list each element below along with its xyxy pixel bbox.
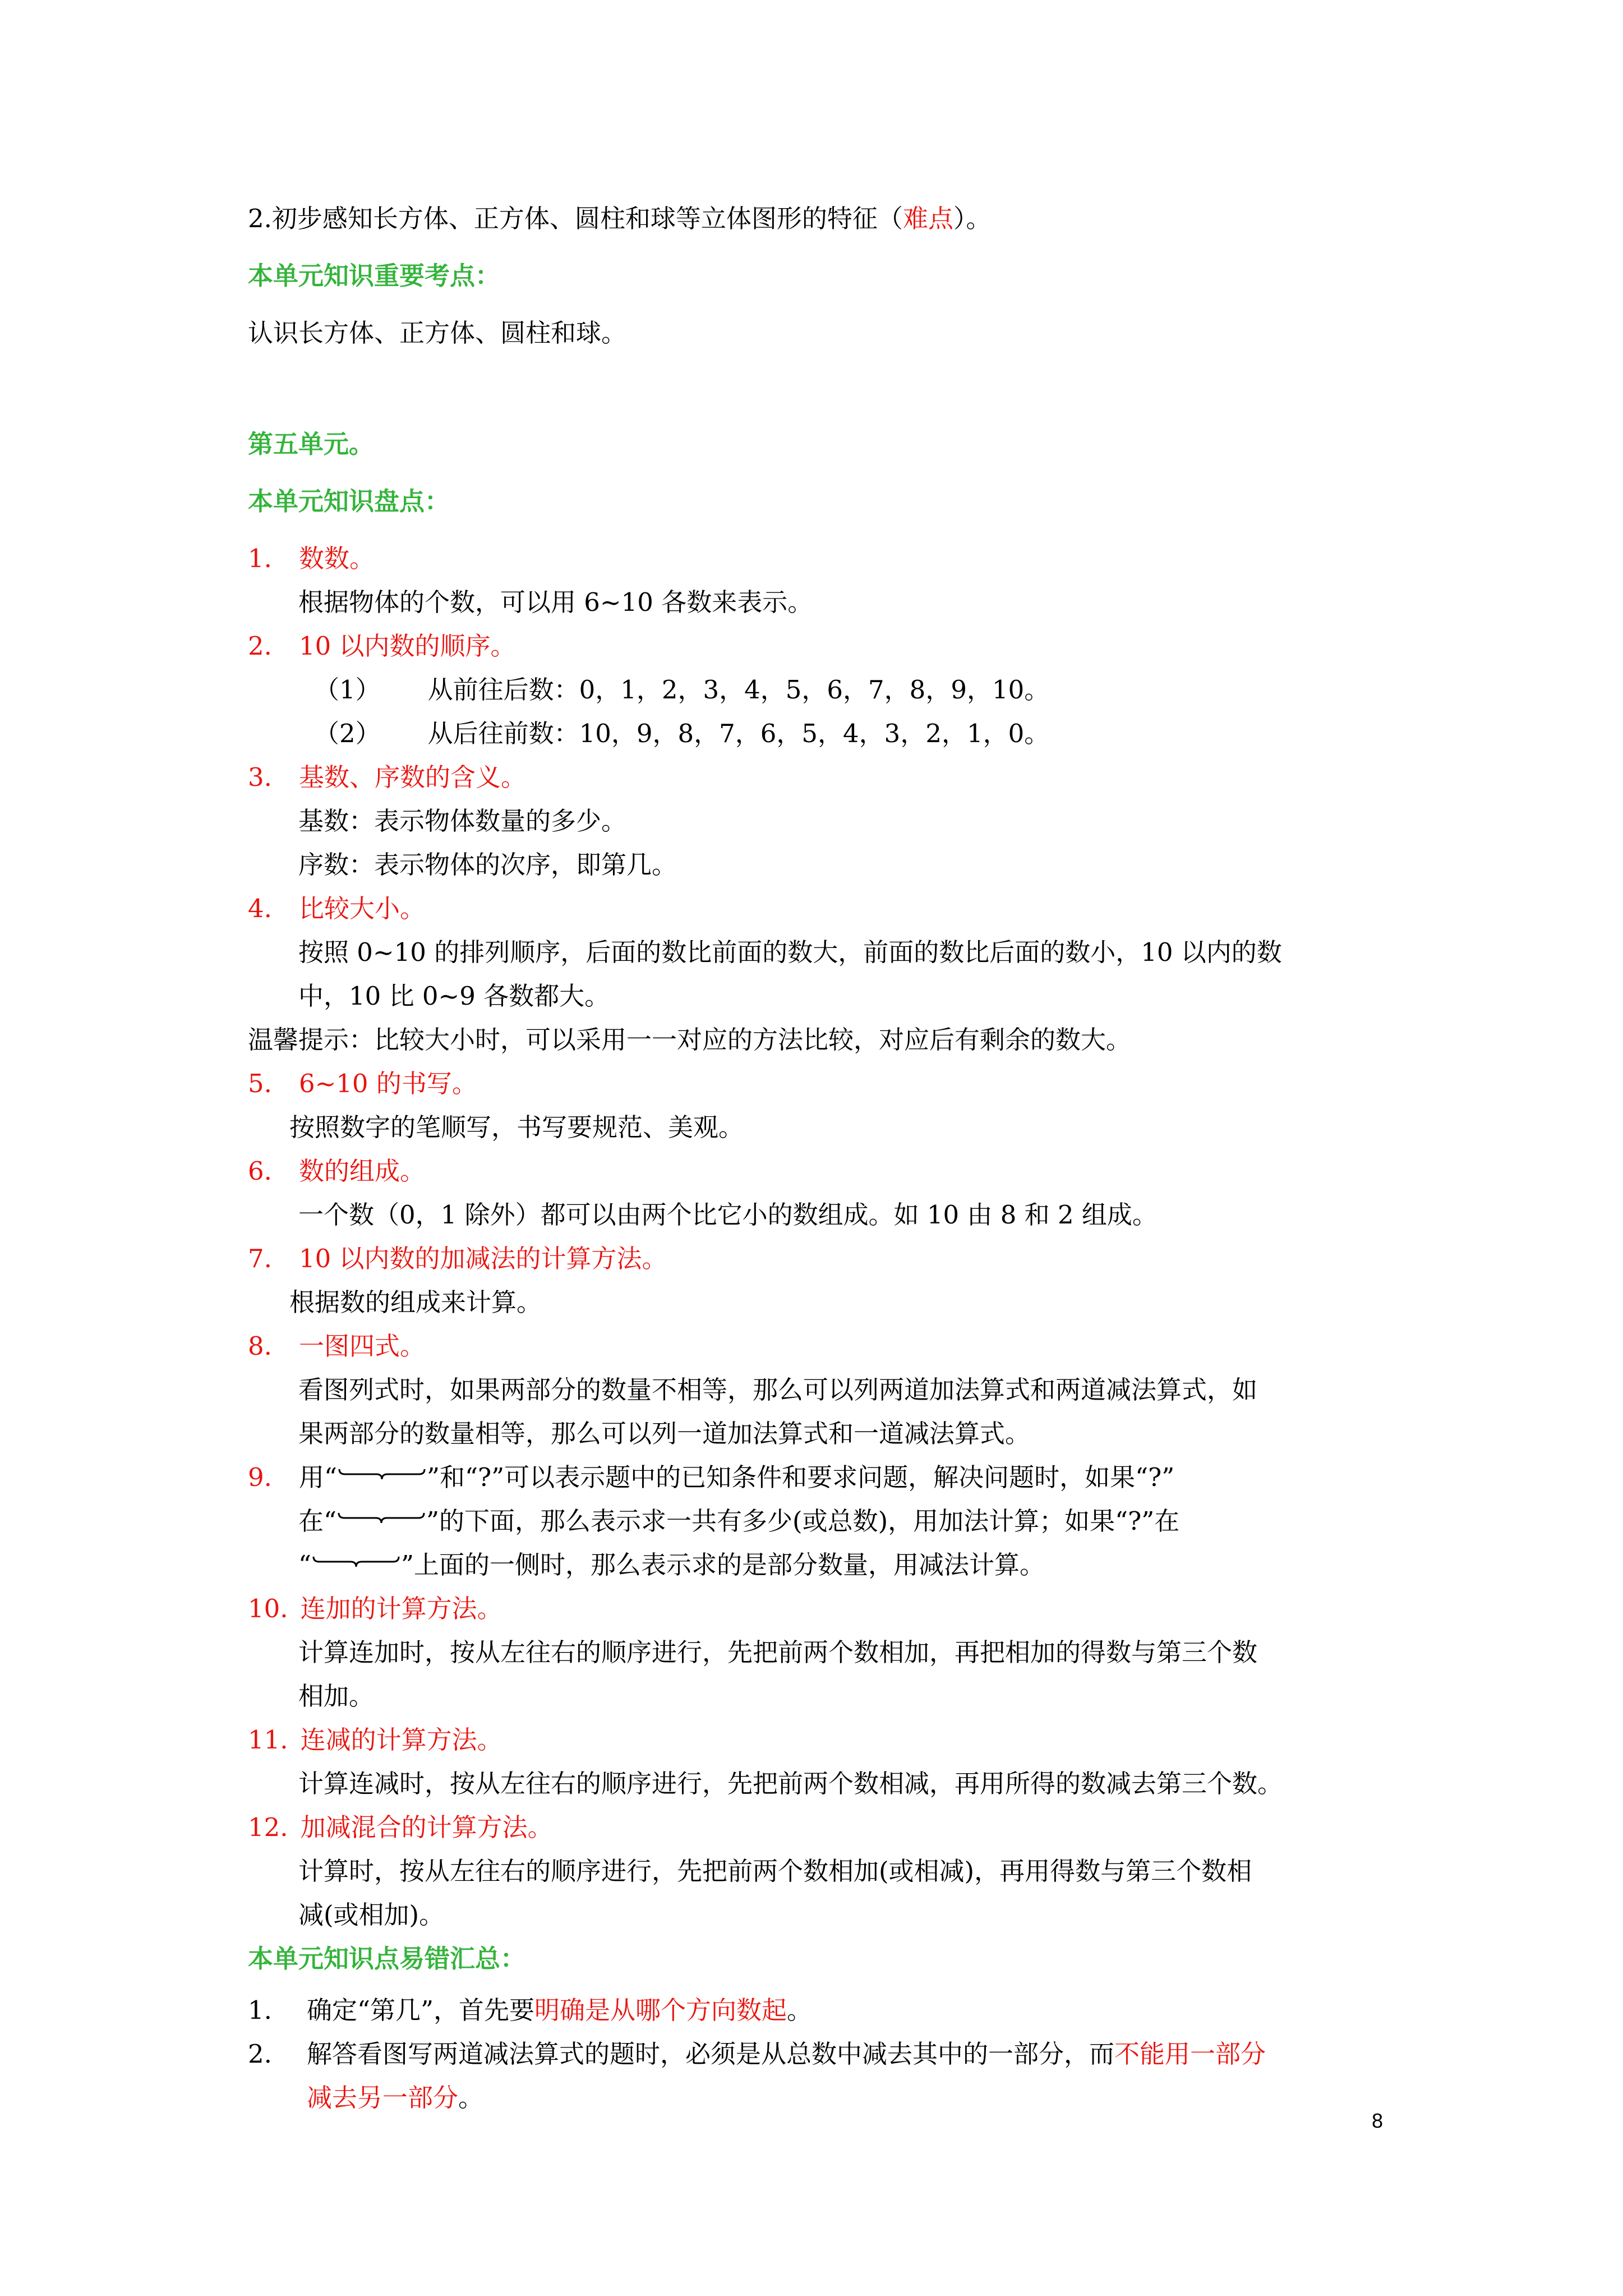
item-number: 7. xyxy=(248,1244,272,1273)
keypoints-heading: 本单元知识重要考点： xyxy=(248,261,501,291)
error-number: 1. xyxy=(248,1995,272,2025)
item-number: 11. xyxy=(248,1725,288,1755)
item-title: 数数。 xyxy=(298,544,375,573)
item-title: 10 以内数的顺序。 xyxy=(298,631,516,661)
item-number: 10. xyxy=(248,1594,288,1623)
item-2-sub-2 xyxy=(314,717,1049,751)
item-9-text: 用“ xyxy=(298,1462,337,1492)
item-3-body-2: 序数：表示物体的次序，即第几。 xyxy=(298,850,677,880)
intro-text-end: ）。 xyxy=(953,204,992,233)
item-3-body-1: 基数：表示物体数量的多少。 xyxy=(298,806,627,836)
item-number: 1. xyxy=(248,544,272,573)
item-6-title xyxy=(248,1154,425,1188)
error-highlight: 不能用一部分 xyxy=(1114,2039,1266,2069)
item-1-title xyxy=(248,542,375,576)
item-title: 10 以内数的加减法的计算方法。 xyxy=(298,1244,667,1273)
error-highlight: 明确是从哪个方向数起 xyxy=(534,1995,787,2025)
item-6-body: 一个数（0，1 除外）都可以由两个比它小的数组成。如 10 由 8 和 2 组成。 xyxy=(298,1200,1158,1230)
item-title: 基数、序数的含义。 xyxy=(298,762,526,792)
page-number: 8 xyxy=(1372,2109,1384,2132)
item-title: 数的组成。 xyxy=(298,1156,425,1186)
error-2-line-2 xyxy=(307,2081,483,2115)
item-5-title xyxy=(248,1067,477,1101)
item-7-body: 根据数的组成来计算。 xyxy=(289,1287,542,1317)
errors-heading: 本单元知识点易错汇总： xyxy=(248,1944,526,1973)
item-1-body: 根据物体的个数，可以用 6~10 各数来表示。 xyxy=(298,587,813,617)
item-title: 连加的计算方法。 xyxy=(300,1594,502,1623)
inventory-heading: 本单元知识盘点： xyxy=(248,486,450,516)
item-number: 5. xyxy=(248,1069,272,1098)
item-5-body: 按照数字的笔顺写，书写要规范、美观。 xyxy=(289,1112,744,1142)
unit-title: 第五单元。 xyxy=(248,429,375,459)
error-highlight: 减去另一部分 xyxy=(307,2083,459,2113)
item-9-text: ”的下面，那么表示求一共有多少(或总数)，用加法计算；如果“?”在 xyxy=(426,1506,1180,1536)
item-10-body-1: 计算连加时，按从左往右的顺序进行，先把前两个数相加，再把相加的得数与第三个数 xyxy=(298,1637,1258,1667)
intro-line-1 xyxy=(248,202,991,236)
sub-text: 从后往前数：10，9，8，7，6，5，4，3，2，1，0。 xyxy=(427,719,1050,748)
item-9-text: “ xyxy=(298,1550,312,1580)
error-text-end: 。 xyxy=(786,1995,812,2025)
error-text-end: 。 xyxy=(458,2083,484,2113)
item-title: 加减混合的计算方法。 xyxy=(300,1812,553,1842)
item-8-body-2: 果两部分的数量相等，那么可以列一道加法算式和一道减法算式。 xyxy=(298,1419,1031,1448)
intro-text: 2.初步感知长方体、正方体、圆柱和球等立体图形的特征（ xyxy=(248,204,903,233)
item-4-title xyxy=(248,892,425,926)
item-2-sub-1 xyxy=(314,673,1049,707)
item-2-title xyxy=(248,629,516,663)
sub-key: （1） xyxy=(314,675,381,705)
error-text: 确定“第几”，首先要 xyxy=(306,1995,534,2025)
item-number: 12. xyxy=(248,1812,288,1842)
sub-key: （2） xyxy=(314,719,381,748)
brace-icon xyxy=(311,1554,401,1569)
item-11-title xyxy=(248,1723,502,1757)
item-number: 3. xyxy=(248,762,272,792)
error-number: 2. xyxy=(248,2039,272,2069)
item-9-text: 在“ xyxy=(298,1506,337,1536)
item-title: 6~10 的书写。 xyxy=(298,1069,477,1098)
item-title: 连减的计算方法。 xyxy=(300,1725,502,1755)
item-number: 8. xyxy=(248,1331,272,1361)
item-7-title xyxy=(248,1242,667,1276)
item-number: 4. xyxy=(248,894,272,923)
warm-tip: 温馨提示：比较大小时，可以采用一一对应的方法比较，对应后有剩余的数大。 xyxy=(248,1025,1132,1055)
item-9-line-3 xyxy=(298,1548,1045,1582)
item-4-body-1: 按照 0~10 的排列顺序，后面的数比前面的数大，前面的数比后面的数小，10 以内的数 xyxy=(298,937,1282,967)
item-8-title xyxy=(248,1329,425,1363)
item-number: 2. xyxy=(248,631,272,661)
difficulty-marker: 难点 xyxy=(902,204,953,233)
item-title: 一图四式。 xyxy=(298,1331,425,1361)
item-12-body-2: 减(或相加)。 xyxy=(298,1900,445,1930)
brace-icon xyxy=(337,1467,427,1481)
item-4-body-2: 中，10 比 0~9 各数都大。 xyxy=(298,981,610,1011)
sub-text: 从前往后数：0，1，2，3，4，5，6，7，8，9，10。 xyxy=(427,675,1050,705)
item-12-body-1: 计算时，按从左往右的顺序进行，先把前两个数相加(或相减)，再用得数与第三个数相 xyxy=(298,1856,1252,1886)
brace-icon xyxy=(336,1511,426,1525)
item-number: 9. xyxy=(248,1462,272,1492)
error-1 xyxy=(248,1994,812,2027)
item-11-body: 计算连减时，按从左往右的顺序进行，先把前两个数相减，再用所得的数减去第三个数。 xyxy=(298,1769,1283,1798)
item-title: 比较大小。 xyxy=(298,894,425,923)
item-10-body-2: 相加。 xyxy=(298,1681,375,1711)
item-9-text: ”上面的一侧时，那么表示求的是部分数量，用减法计算。 xyxy=(401,1550,1045,1580)
error-text: 解答看图写两道减法算式的题时，必须是从总数中减去其中的一部分，而 xyxy=(306,2039,1114,2069)
item-9-line-1 xyxy=(248,1461,1174,1494)
item-12-title xyxy=(248,1811,553,1844)
error-2-line-1 xyxy=(248,2037,1266,2071)
item-9-line-2 xyxy=(298,1504,1179,1538)
item-8-body-1: 看图列式时，如果两部分的数量不相等，那么可以列两道加法算式和两道减法算式，如 xyxy=(298,1375,1258,1405)
item-9-text: ”和“?”可以表示题中的已知条件和要求问题，解决问题时，如果“?” xyxy=(426,1462,1175,1492)
item-number: 6. xyxy=(248,1156,272,1186)
item-3-title xyxy=(248,761,526,794)
item-10-title xyxy=(248,1592,502,1626)
keypoint-text: 认识长方体、正方体、圆柱和球。 xyxy=(248,318,627,348)
